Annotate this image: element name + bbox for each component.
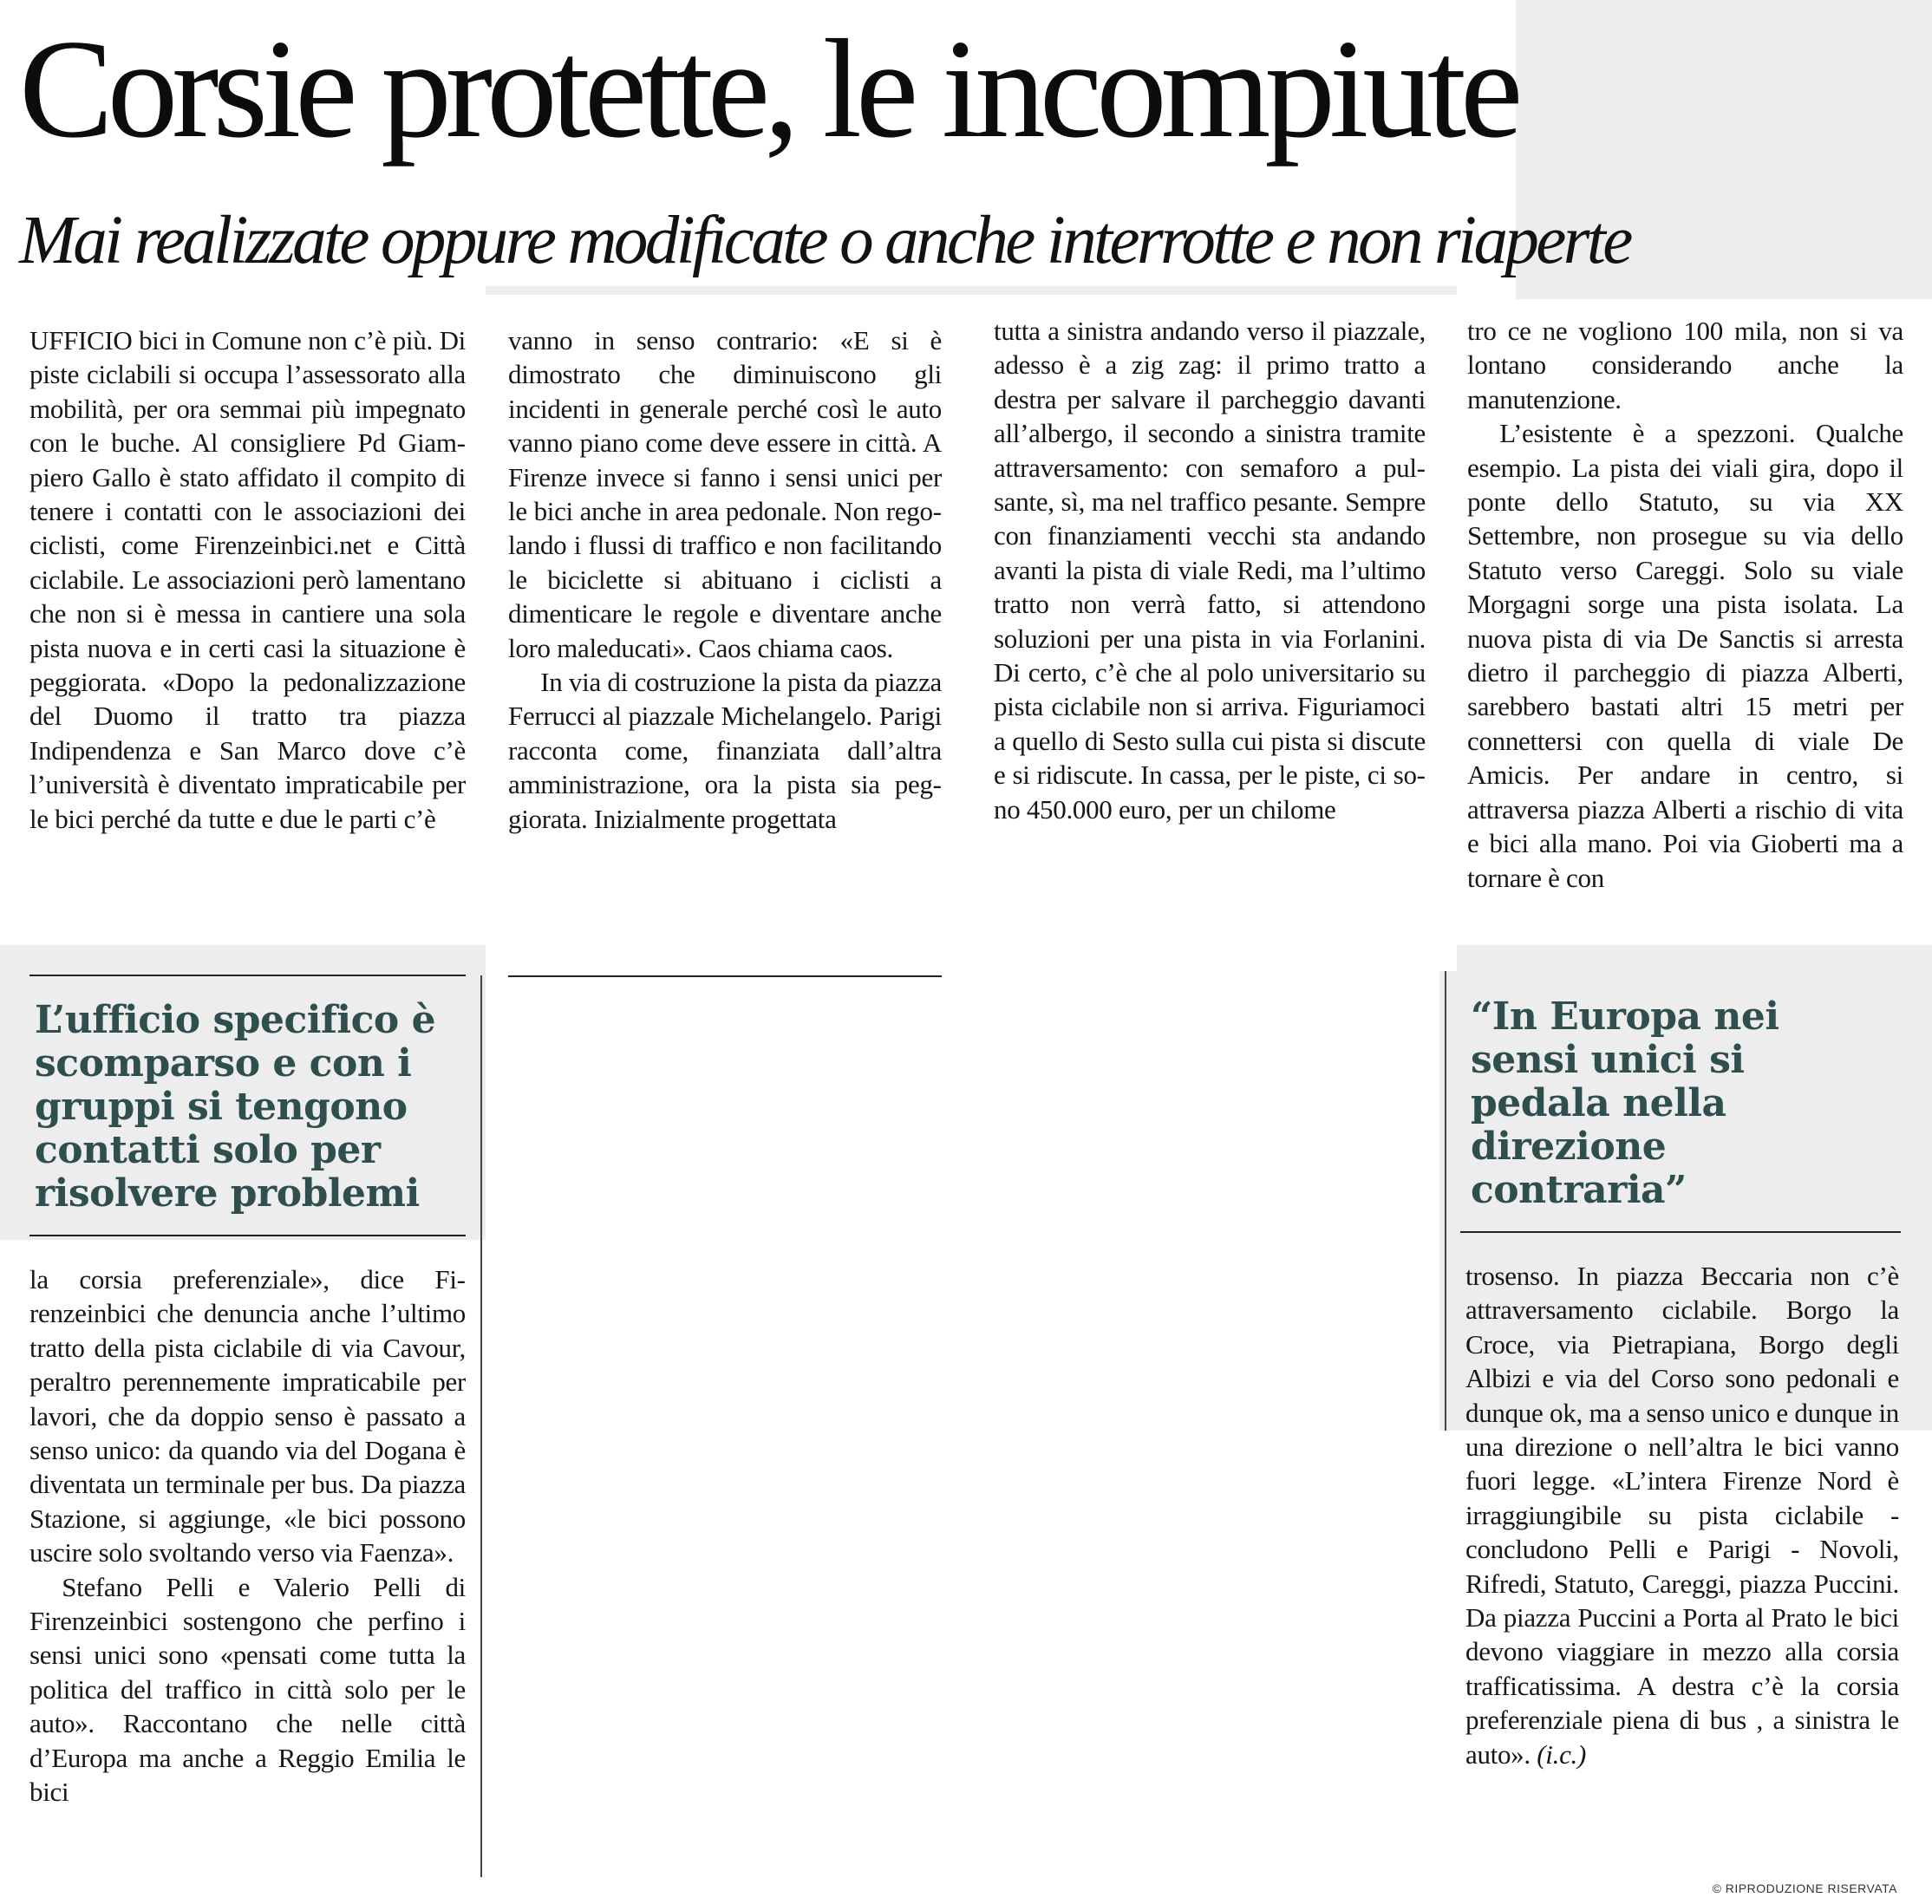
subheadline: Mai realizzate oppure modificate o anche interrotte e non riaperte (19, 203, 1630, 278)
column-2-bottom-rule (508, 975, 942, 977)
pull-quote-left-bottom-rule (29, 1235, 466, 1236)
column-1-top-text: UFFICIO bici in Comune non c’è più. Di piste ciclabili si occupa l’assessorato alla mobilità, per ora semmai più impegnato con le buche. Al consigliere Pd Giampiero Gallo è stato affidato il compito di tenere i contatti con le associazioni dei ciclisti, come Firenzeinbici.net e Città ciclabile. Le associazioni però lamentano che non si è messa in cantiere una sola pista nuova e in certi casi la situazione è peggiorata. «Dopo la pedonalizzazione del Duomo il tratto tra piazza Indipendenza e San Marco dove c’è l’università è diventato impraticabile per le bici perché da tutte e due le parti c’è (29, 325, 466, 834)
column-1-right-rule (480, 975, 482, 1877)
column-4-bottom-text (1465, 1259, 1899, 1771)
blank-area (486, 975, 1439, 1904)
column-3-text: tutta a sinistra andando verso il piazzale, adesso è a zig zag: il primo tratto a destra per salvare il parcheggio davanti all’albergo, il secondo a sinistra tramite attraversamento: con semaforo a pulsante, sì, ma nel traffico pesante. Sempre con finanziamenti vecchi sta andando avanti la pista di viale Redi, ma l’ultimo tratto non verrà fatto, si attendono soluzioni per una pista in via Forlanini. Di certo, c’è che al polo universitario su pista ciclabile non si arriva. Figuriamoci a quello di Sesto sulla cui pista si discute e si ridiscute. In cassa, per le piste, ci sono 450.000 euro, per un chilome (994, 316, 1426, 825)
pull-quote-left: L’ufficio specifico è scomparso e con i gruppi si tengono contatti solo per risolvere problemi (35, 998, 436, 1216)
column-2-paragraph-2: In via di costruzione la pista da piazza Ferrucci al piazzale Michelangelo. Parigi racconta come, finanziata dall’altra amministrazione, ora la pista sia peggiorata. Inizialmente progettata (508, 667, 942, 834)
headline: Corsie protette, le incompiute (19, 11, 1518, 167)
column-4-top-paragraph-2: L’esistente è a spezzoni. Qualche esempio. La pista dei viali gira, dopo il ponte dello Statuto, su via XX Settembre, non prosegue su via dello Statuto verso Careggi. Solo su viale Morgagni sorge una pista isolata. La nuova pista di via De Sanctis si arresta dietro il parcheggio di piazza Alberti, sarebbero bastati altri 15 metri per connettersi con quella di viale De Amicis. Per andare in centro, si attraversa piazza Alberti a rischio di vita e bici alla mano. Poi via Gioberti ma a tornare è con (1467, 418, 1903, 893)
pull-quote-right-bottom-rule (1460, 1231, 1901, 1233)
column-1-bottom-paragraph-1: la corsia preferenziale», dice Firenzeinbici che denuncia anche l’ultimo tratto della pista ciclabile di via Cavour, peraltro perennemente impraticabile per lavori, che da doppio senso è passato a senso unico: da quando via del Dogana è diventata un terminale per bus. Da piazza Stazione, si aggiunge, «le bici possono uscire solo svoltando verso via Faenza». (29, 1264, 466, 1568)
column-1-bottom (29, 1262, 466, 1809)
column-2-paragraph-1: vanno in senso contrario: «E si è dimostrato che diminuiscono gli incidenti in generale perché così le auto vanno piano come deve essere in città. A Firenze invece si fanno i sensi unici per le bici anche in area pedonale. Non regolando i flussi di traffico e non facilitando le biciclette si abituano i ciclisti a dimenticare le regole e diventare anche loro maleducati». Caos chiama caos. (508, 325, 942, 663)
column-4-bottom-body: trosenso. In piazza Beccaria non c’è attraversamento ciclabile. Borgo la Croce, via Pietrapiana, Borgo degli Albizi e via del Corso sono pedonali e dunque ok, ma a senso unico e dunque in una direzione o nell’altra le bici vanno fuori legge. «L’intera Firenze Nord è irraggiungibile su pista ciclabile - concludono Pelli e Parigi - Novoli, Rifredi, Statuto, Careggi, piazza Puccini. Da piazza Puccini a Porta al Prato le bici devono viaggiare in mezzo alla corsia trafficatissima. A destra c’è la corsia preferenziale piena di bus , a sinistra le auto». (1465, 1261, 1899, 1770)
pull-quote-right: “In Europa nei sensi unici si pedala nella direzione contraria” (1471, 994, 1779, 1212)
column-4-top (1467, 314, 1903, 895)
column-4-bottom (1465, 1259, 1899, 1771)
pull-quote-right-left-rule (1445, 971, 1446, 1431)
copyright-credit: © RIPRODUZIONE RISERVATA (1712, 1881, 1897, 1895)
pull-quote-left-top-rule (29, 975, 466, 976)
author-signature: (i.c.) (1537, 1738, 1586, 1770)
column-4-top-paragraph-1: tro ce ne vogliono 100 mila, non si va lontano considerando anche la manutenzione. (1467, 316, 1903, 414)
column-1-bottom-paragraph-2: Stefano Pelli e Valerio Pelli di Firenzeinbici sostengono che perfino i sensi unici sono «pensati come tutta la politica del traffico in città solo per le auto». Raccontano che nelle città d’Europa ma anche a Reggio Emilia le bici (29, 1571, 466, 1808)
column-2 (508, 323, 942, 836)
